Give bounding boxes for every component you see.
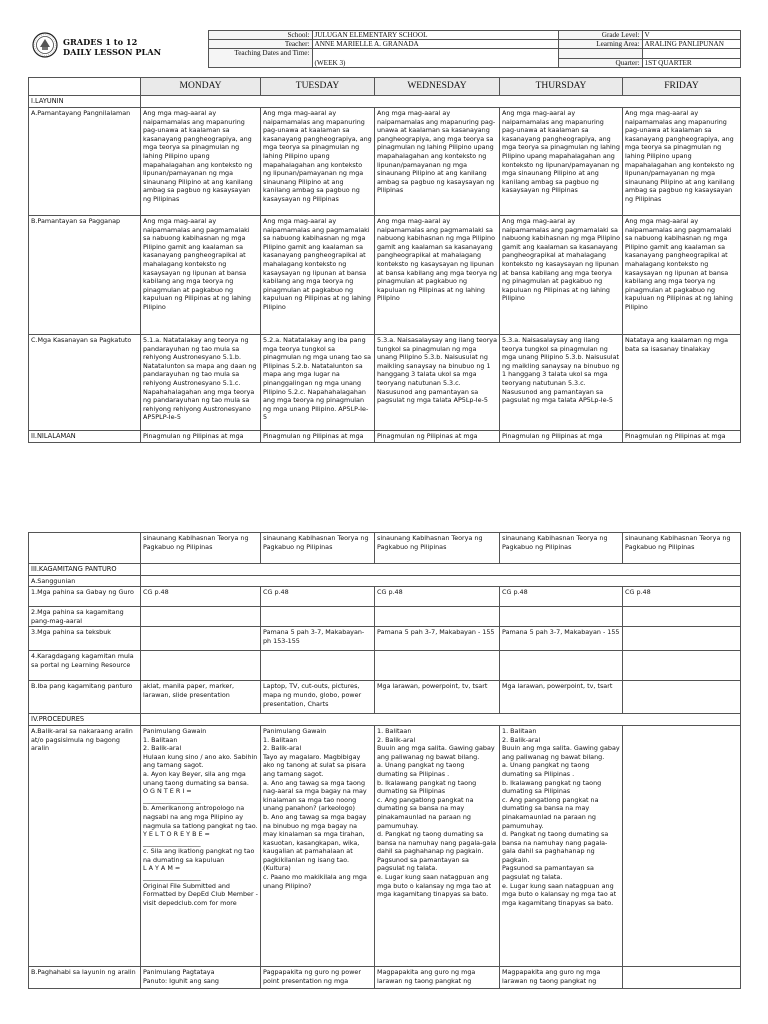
pagganap-wednesday: Ang mga mag-aaral ay naipamamalas ang pagmamalaki sa nabuong kabihasnan ng mga Pilipino gamit ang kaalaman sa kasanayang pangheograpikal at mahalagang konteksto ng kasaysayan ng lipunan at bansa kabilang ang mga teorya ng pinagmulan at pagkabuo ng kapuluan ng Pilipinas at ng lahing Pilipino <box>375 216 500 335</box>
kagamitang-pang-mag-aaral-label: 2.Mga pahina sa kagamitang pang-mag-aaral <box>29 607 141 627</box>
teaching-dates-label: Teaching Dates and Time: <box>208 49 312 68</box>
teksbuk-monday <box>141 627 261 651</box>
balik-aral-friday <box>623 725 741 966</box>
balik-aral-thursday: 1. Balitaan 2. Balik-aral Buuin ang mga salita. Gawing gabay ang paliwanag ng bawat bilang. a. Unang pangkat ng taong dumating sa Pilipinas . b. Ikalawang pangkat ng taong dumating sa Pilipinas c. Ang pangatlong pangkat na dumating sa bansa na may pinakamaunlad na paraan ng pamumuhay. d. Pangkat ng taong dumating sa bansa na namuhay nang pagala-gala dahil sa paghahanap ng pagkain. Pagsunod sa pamantayan sa pagsulat ng talata. e. Lugar kung saan natagpuan ang mga buto o kalansay ng mga tao at mga kagamitang tinapyas sa bato. <box>500 725 623 966</box>
pamantayan-wednesday: Ang mga mag-aaral ay naipamamalas ang mapanuring pag-unawa at kaalaman sa kasanayang pangheograpiya, ang mga teorya sa pinagmulan ng lahing Pilipino upang mapahalagahan ang konteksto ng lipunan/pamayanan ng mga sinaunang Pilipino at ang kanilang ambag sa pagbuo ng kasaysayan ng Pilipinas <box>375 108 500 216</box>
kasanayan-wednesday: 5.3.a. Naisasalaysay ang ilang teorya tungkol sa pinagmulan ng mga unang Pilipino 5.3.b. Naisusulat ng maikling sanaysay na binubuo ng 1 hanggang 3 talata ukol sa mga teoryang natutunan 5.3.c. Nasusunod ang pamantayan sa pagsulat ng mga talata AP5Lp-Ie-5 <box>375 335 500 431</box>
header-info-table <box>28 30 741 68</box>
pamantayan-tuesday: Ang mga mag-aaral ay naipamamalas ang mapanuring pag-unawa at kaalaman sa kasanayang pangheograpiya, ang mga teorya sa pinagmulan ng lahing Pilipino upang mapahalagahan ang konteksto ng lipunan/pamayanan ng mga sinaunang Pilipino at ang kanilang ambag sa pagbuo ng kasaysayan ng Pilipinas <box>261 108 375 216</box>
kasanayan-thursday: 5.3.a. Naisasalaysay ang ilang teorya tungkol sa pinagmulan ng mga unang Pilipino 5.3.b. Naisusulat ng maikling sanaysay na binubuo ng 1 hanggang 3 talata ukol sa mga teoryang natutunan 5.3.c. Nasusunod ang pamantayan sa pagsulat ng mga talata AP5Lp-Ie-5 <box>500 335 623 431</box>
nilalaman-friday: Pinagmulan ng Pilipinas at mga <box>623 431 741 443</box>
school-label: School: <box>208 31 312 40</box>
iba-wednesday: Mga larawan, powerpoint, tv, tsart <box>375 681 500 714</box>
teksbuk-tuesday: Pamana 5 pah 3-7, Makabayan- ph 153-155 <box>261 627 375 651</box>
teacher-label: Teacher: <box>208 40 312 49</box>
day-header-wednesday: WEDNESDAY <box>375 78 500 96</box>
nilalaman-tuesday: Pinagmulan ng Pilipinas at mga <box>261 431 375 443</box>
quarter-value: 1ST QUARTER <box>642 58 740 68</box>
day-header-monday: MONDAY <box>141 78 261 96</box>
teksbuk-thursday: Pamana 5 pah 3-7, Makabayan - 155 <box>500 627 623 651</box>
quarter-label: Quarter: <box>558 58 642 68</box>
section-kagamitang-panturo: III.KAGAMITANG PANTURO <box>29 564 141 576</box>
nilalaman-cont-wednesday: sinaunang Kabihasnan Teorya ng Pagkabuo ng Pilipinas <box>375 533 500 564</box>
nilalaman-monday: Pinagmulan ng Pilipinas at mga <box>141 431 261 443</box>
brand-line-1: GRADES 1 to 12 <box>63 37 138 47</box>
pagganap-thursday: Ang mga mag-aaral ay naipamamalas ang pagmamalaki sa nabuong kabihasnan ng mga Pilipino gamit ang kaalaman sa kasanayang pangheograpikal at mahalagang konteksto ng kasaysayan ng lipunan at bansa kabilang ang mga teorya ng pinagmulan at pagkabuo ng kapuluan ng Pilipinas at ng lahing Pilipino <box>500 216 623 335</box>
gabay-ng-guro-label: 1.Mga pahina sa Gabay ng Guro <box>29 587 141 607</box>
grade-level-value: V <box>642 31 740 40</box>
gabay-friday: CG p.48 <box>623 587 741 607</box>
school-value: JULUGAN ELEMENTARY SCHOOL <box>312 31 558 40</box>
teksbuk-wednesday: Pamana 5 pah 3-7, Makabayan - 155 <box>375 627 500 651</box>
iba-friday <box>623 681 741 714</box>
section-layunin: I.LAYUNIN <box>29 96 141 108</box>
paghahabi-thursday: Magpapakita ang guro ng mga larawan ng taong pangkat ng <box>500 966 623 988</box>
balik-aral-monday: Panimulang Gawain 1. Balitaan 2. Balik-aral Hulaan kung sino / ano ako. Sabihin ang tamang sagot. a. Ayon kay Beyer, sila ang mga unang taong dumating sa bansa. O G N T E R I = __________________ b. Amerikanong antropologo na nagsabi na ang mga Pilipino ay nagmula sa tatlong pangkat ng tao. Y E L T O R E Y B E = __________________ c. Sila ang ikatlong pangkat ng tao na dumating sa kapuluan L A Y A M = __________________ Original File Submitted and Formatted by DepEd Club Member - visit depedclub.com for more <box>141 725 261 966</box>
teksbuk-friday <box>623 627 741 651</box>
page-2 <box>0 532 768 1024</box>
paghahabi-monday: Panimulang Pagtataya Panuto: Iguhit ang sang <box>141 966 261 988</box>
nilalaman-cont-label <box>29 533 141 564</box>
kasanayan-monday: 5.1.a. Natatalakay ang teorya ng pandarayuhan ng tao mula sa rehiyong Austronesyano 5.1.b. Natatalunton sa mapa ang daan ng pandarayuhan ng tao mula sa rehiyong Austronesyano 5.1.c. Napahahalagahan ang mga teorya ng pandarayuhan ng tao mula sa rehiyong rehiyong Austronesyano AP5PLP-Ie-5 <box>141 335 261 431</box>
pamantayan-monday: Ang mga mag-aaral ay naipamamalas ang mapanuring pag-unawa at kaalaman sa kasanayang pangheograpiya, ang mga teorya sa pinagmulan ng lahing Pilipino upang mapahalagahan ang konteksto ng lipunan/pamayanan ng mga sinaunang Pilipino at ang kanilang ambag sa pagbuo ng kasaysayan ng Pilipinas <box>141 108 261 216</box>
page-1 <box>0 0 768 478</box>
nilalaman-wednesday: Pinagmulan ng Pilipinas at mga <box>375 431 500 443</box>
day-header-friday: FRIDAY <box>623 78 741 96</box>
pagganap-tuesday: Ang mga mag-aaral ay naipamamalas ang pagmamalaki sa nabuong kabihasnan ng mga Pilipino gamit ang kaalaman sa kasanayang pangheograpikal at mahalagang konteksto ng kasaysayan ng lipunan at bansa kabilang ang mga teorya ng pinagmulan at pagkabuo ng kapuluan ng Pilipinas at ng lahing Pilipino <box>261 216 375 335</box>
kasanayan-tuesday: 5.2.a. Natatalakay ang iba pang mga teorya tungkol sa pinagmulan ng mga unang tao sa Pilipinas 5.2.b. Natatalunton sa mapa ang mga lugar na pinanggalingan ng mga unang Pilipino 5.2.c. Napahahalagahan ang mga teorya ng pinagmulan ng mga unang Pilipino. AP5LP-Ie-5 <box>261 335 375 431</box>
lesson-table-page-1 <box>28 77 741 443</box>
pamantayan-thursday: Ang mga mag-aaral ay naipamamalas ang mapanuring pag-unawa at kaalaman sa kasanayang pangheograpiya, ang mga teorya sa pinagmulan ng lahing Pilipino upang mapahalagahan ang konteksto ng lipunan/pamayanan ng mga sinaunang Pilipino at ang kanilang ambag sa pagbuo ng kasaysayan ng Pilipinas <box>500 108 623 216</box>
day-header-tuesday: TUESDAY <box>261 78 375 96</box>
balik-aral-label: A.Balik-aral sa nakaraang aralin at/o pagsisimula ng bagong aralin <box>29 725 141 966</box>
teacher-value: ANNE MARIELLE A. GRANADA <box>312 40 558 49</box>
gabay-monday: CG p.48 <box>141 587 261 607</box>
iba-thursday: Mga larawan, powerpoint, tv, tsart <box>500 681 623 714</box>
gabay-wednesday: CG p.48 <box>375 587 500 607</box>
karagdagang-kagamitan-label: 4.Karagdagang kagamitan mula sa portal ng Learning Resource <box>29 651 141 681</box>
kasanayan-friday: Natataya ang kaalaman ng mga bata sa isasanay tinalakay <box>623 335 741 431</box>
section-procedures: IV.PROCEDURES <box>29 714 141 726</box>
balik-aral-wednesday: 1. Balitaan 2. Balik-aral Buuin ang mga salita. Gawing gabay ang paliwanag ng bawat bilang. a. Unang pangkat ng taong dumating sa Pilipinas . b. Ikalawang pangkat ng taong dumating sa Pilipinas c. Ang pangatlong pangkat na dumating sa bansa na may pinakamaunlad na paraan ng pamumuhay. d. Pangkat ng taong dumating sa bansa na namuhay nang pagala-gala dahil sa paghahanap ng pagkain. Pagsunod sa pamantayan sa pagsulat ng talata. e. Lugar kung saan natagpuan ang mga buto o kalansay ng mga tao at mga kagamitang tinapyas sa bato. <box>375 725 500 966</box>
paghahabi-wednesday: Magpapakita ang guro ng mga larawan ng taong pangkat ng <box>375 966 500 988</box>
paghahabi-label: B.Paghahabi sa layunin ng aralin <box>29 966 141 988</box>
iba-tuesday: Laptop, TV, cut-outs, pictures, mapa ng mundo, globo, power presentation, Charts <box>261 681 375 714</box>
iba-pang-kagamitan-label: B.Iba pang kagamitang panturo <box>29 681 141 714</box>
lesson-table-page-2 <box>28 532 741 989</box>
sanggunian-label: A.Sanggunian <box>29 575 141 587</box>
section-nilalaman: II.NILALAMAN <box>29 431 141 443</box>
paghahabi-friday <box>623 966 741 988</box>
pamantayan-friday: Ang mga mag-aaral ay naipamamalas ang mapanuring pag-unawa at kaalaman sa kasanayang pangheograpiya, ang mga teorya sa pinagmulan ng lahing Pilipino upang mapahalagahan ang konteksto ng lipunan/pamayanan ng mga sinaunang Pilipino at ang kanilang ambag sa pagbuo ng kasaysayan ng Pilipinas <box>623 108 741 216</box>
grade-level-label: Grade Level: <box>558 31 642 40</box>
day-header-thursday: THURSDAY <box>500 78 623 96</box>
learning-area-label: Learning Area: <box>558 40 642 49</box>
gabay-thursday: CG p.48 <box>500 587 623 607</box>
pamantayan-sa-pagganap-label: B.Pamantayan sa Pagganap <box>29 216 141 335</box>
teksbuk-label: 3.Mga pahina sa teksbuk <box>29 627 141 651</box>
paghahabi-tuesday: Pagpapakita ng guro ng power point presentation ng mga <box>261 966 375 988</box>
mga-kasanayan-label: C.Mga Kasanayan sa Pagkatuto <box>29 335 141 431</box>
iba-monday: aklat, manila paper, marker, larawan, slide presentation <box>141 681 261 714</box>
nilalaman-cont-tuesday: sinaunang Kabihasnan Teorya ng Pagkabuo ng Pilipinas <box>261 533 375 564</box>
gabay-tuesday: CG p.48 <box>261 587 375 607</box>
day-header-blank <box>29 78 141 96</box>
header-logo-cell <box>28 31 208 68</box>
pamantayang-pangnilalaman-label: A.Pamantayang Pangnilalaman <box>29 108 141 216</box>
brand-line-2: DAILY LESSON PLAN <box>63 46 162 57</box>
teaching-dates-value: (WEEK 3) <box>312 49 558 68</box>
pagganap-friday: Ang mga mag-aaral ay naipamamalas ang pagmamalaki sa nabuong kabihasnan ng mga Pilipino gamit ang kaalaman sa kasanayang pangheograpikal at mahalagang konteksto ng kasaysayan ng lipunan at bansa kabilang ang mga teorya ng pinagmulan at pagkabuo ng kapuluan ng Pilipinas at ng lahing Pilipino <box>623 216 741 335</box>
balik-aral-tuesday: Panimulang Gawain 1. Balitaan 2. Balik-aral Tayo ay magalaro. Magbibigay ako ng tanong at sulat sa pisara ang tamang sagot. a. Ano ang tawag sa mga taong nag-aaral sa mga bagay na may kinalaman sa mga tao noong unang panahon? (arkeologo) b. Ano ang tawag sa mga bagay na binubuo ng mga bagay na may kinalaman sa mga tirahan, kasuotan, kasangkapan, wika, kaugalian at pamahalaan at pagkikilanlan ng isang tao. (Kultura) c. Paano mo makikilala ang mga unang Pilipino? <box>261 725 375 966</box>
nilalaman-thursday: Pinagmulan ng Pilipinas at mga <box>500 431 623 443</box>
pagganap-monday: Ang mga mag-aaral ay naipamamalas ang pagmamalaki sa nabuong kabihasnan ng mga Pilipino gamit ang kaalaman sa kasanayang pangheograpikal at mahalagang konteksto ng kasaysayan ng lipunan at bansa kabilang ang mga teorya ng pinagmulan at pagkabuo ng kapuluan ng Pilipinas at ng lahing Pilipino <box>141 216 261 335</box>
nilalaman-cont-thursday: sinaunang Kabihasnan Teorya ng Pagkabuo ng Pilipinas <box>500 533 623 564</box>
learning-area-value: ARALING PANLIPUNAN <box>642 40 740 49</box>
nilalaman-cont-monday: sinaunang Kabihasnan Teorya ng Pagkabuo ng Pilipinas <box>141 533 261 564</box>
nilalaman-cont-friday: sinaunang Kabihasnan Teorya ng Pagkabuo ng Pilipinas <box>623 533 741 564</box>
